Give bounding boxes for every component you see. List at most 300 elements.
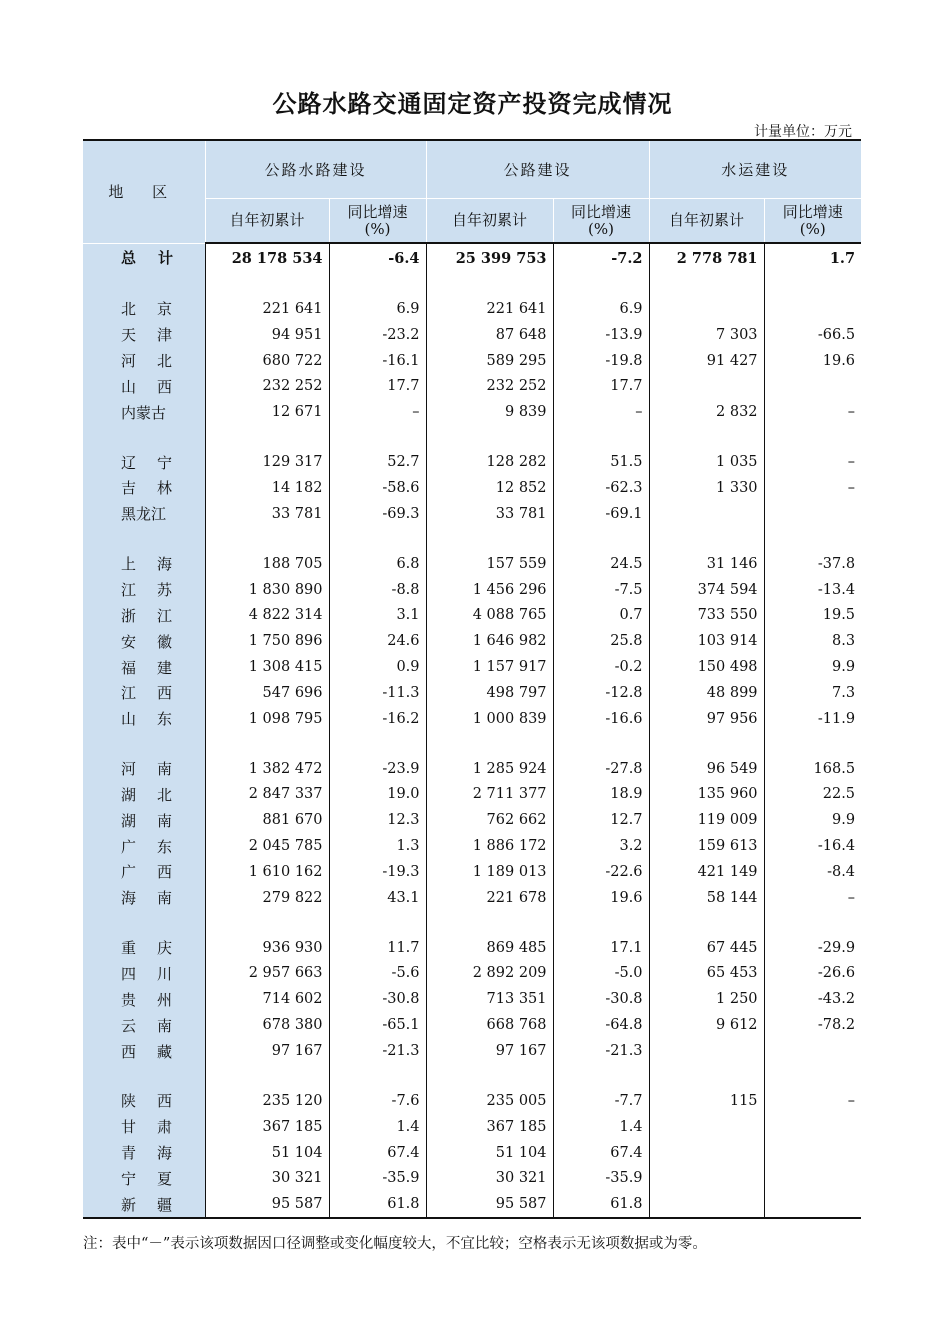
- table-row: [83, 449, 861, 475]
- value-cell: -37.8: [817, 555, 856, 572]
- value-cell: 232 252: [426, 374, 553, 400]
- yoy-header: 同比增速 (%): [329, 199, 426, 244]
- value-cell: [764, 1140, 861, 1166]
- page-title: 公路水路交通固定资产投资完成情况: [272, 90, 673, 118]
- value-cell: [764, 1038, 861, 1064]
- value-cell: 33 781: [426, 501, 553, 527]
- spacer-cell: [329, 272, 426, 296]
- table-row: [83, 833, 861, 859]
- value-cell: 4 822 314: [205, 602, 329, 628]
- value-cell: 367 185: [426, 1114, 553, 1140]
- value-cell: -35.9: [553, 1165, 649, 1191]
- spacer-cell: [764, 425, 861, 449]
- value-cell: -30.8: [553, 986, 649, 1012]
- table-row: [83, 1114, 861, 1140]
- value-cell: -12.8: [553, 680, 649, 706]
- value-cell: 65 453: [649, 961, 764, 987]
- spacer-cell: [205, 527, 329, 551]
- value-cell: 2 778 781: [649, 243, 764, 272]
- value-cell: 157 559: [426, 551, 553, 577]
- value-cell: 6.8: [329, 551, 426, 577]
- value-cell: 12.7: [553, 807, 649, 833]
- value-cell: 61.8: [553, 1191, 649, 1218]
- spacer-cell: [205, 1064, 329, 1088]
- value-cell: 6.9: [553, 296, 649, 322]
- value-cell: 9 612: [649, 1012, 764, 1038]
- spacer-cell: [83, 911, 205, 935]
- value-cell: 159 613: [649, 833, 764, 859]
- value-cell: -64.8: [553, 1012, 649, 1038]
- value-cell: -27.8: [553, 756, 649, 782]
- value-cell: 67.4: [553, 1140, 649, 1166]
- value-cell: 1 000 839: [426, 706, 553, 732]
- value-cell: 87 648: [426, 322, 553, 348]
- value-cell: 1 382 472: [205, 756, 329, 782]
- value-cell: 9.9: [831, 659, 856, 676]
- region-cell: 海南: [83, 885, 205, 911]
- region-cell: 四川: [83, 961, 205, 987]
- spacer-row: [83, 272, 861, 296]
- value-cell: 28 178 534: [205, 243, 329, 272]
- value-cell: 19.6: [553, 885, 649, 911]
- value-cell: -13.9: [553, 322, 649, 348]
- region-cell: 湖北: [83, 782, 205, 808]
- value-cell: -23.9: [329, 756, 426, 782]
- value-cell: -16.6: [553, 706, 649, 732]
- value-cell: 19.5: [822, 607, 856, 624]
- value-cell: 1.7: [829, 249, 856, 267]
- table-row: [83, 577, 861, 603]
- spacer-cell: [553, 272, 649, 296]
- value-cell: -5.0: [553, 961, 649, 987]
- value-cell: 12 671: [205, 399, 329, 425]
- value-cell: [764, 374, 861, 400]
- value-cell: -69.1: [553, 501, 649, 527]
- spacer-cell: [329, 425, 426, 449]
- region-cell: 辽宁: [83, 449, 205, 475]
- spacer-row: [83, 732, 861, 756]
- value-cell: 1 886 172: [426, 833, 553, 859]
- value-cell: 1 035: [649, 449, 764, 475]
- spacer-cell: [83, 272, 205, 296]
- region-cell: 吉林: [83, 475, 205, 501]
- table-row: [83, 1191, 861, 1218]
- value-cell: 869 485: [426, 935, 553, 961]
- table-row: [83, 1088, 861, 1114]
- table-row: [83, 986, 861, 1012]
- value-cell: 24.6: [329, 628, 426, 654]
- value-cell: 11.7: [329, 935, 426, 961]
- yoy-header: 同比增速 (%): [553, 199, 649, 244]
- yoy-header: 同比增速 (%): [764, 199, 861, 244]
- value-cell: 547 696: [205, 680, 329, 706]
- spacer-cell: [649, 272, 764, 296]
- spacer-cell: [553, 527, 649, 551]
- value-cell: 18.9: [553, 782, 649, 808]
- region-cell: 新疆: [83, 1191, 205, 1218]
- spacer-cell: [426, 527, 553, 551]
- value-cell: 421 149: [649, 859, 764, 885]
- region-cell: 广东: [83, 833, 205, 859]
- value-cell: 52.7: [329, 449, 426, 475]
- value-cell: -16.2: [329, 706, 426, 732]
- spacer-cell: [205, 272, 329, 296]
- value-cell: 0.9: [329, 654, 426, 680]
- spacer-cell: [649, 425, 764, 449]
- value-cell: 2 847 337: [205, 782, 329, 808]
- spacer-cell: [205, 911, 329, 935]
- value-cell: 17.1: [553, 935, 649, 961]
- value-cell: 1 285 924: [426, 756, 553, 782]
- spacer-cell: [83, 527, 205, 551]
- spacer-cell: [764, 911, 861, 935]
- value-cell: 25 399 753: [426, 243, 553, 272]
- value-cell: 498 797: [426, 680, 553, 706]
- table-body: [83, 243, 861, 1218]
- value-cell: -0.2: [553, 654, 649, 680]
- region-cell: 西藏: [83, 1038, 205, 1064]
- region-cell: 重庆: [83, 935, 205, 961]
- value-cell: 733 550: [649, 602, 764, 628]
- value-cell: -7.2: [553, 243, 649, 272]
- group-header-highway: 公路建设: [426, 140, 649, 199]
- table-row: [83, 756, 861, 782]
- table-row: [83, 680, 861, 706]
- spacer-cell: [649, 911, 764, 935]
- value-cell: -13.4: [817, 581, 856, 598]
- table-row: [83, 399, 861, 425]
- value-cell: -21.3: [553, 1038, 649, 1064]
- value-cell: 135 960: [649, 782, 764, 808]
- value-cell: -78.2: [817, 1017, 856, 1034]
- region-cell: 贵州: [83, 986, 205, 1012]
- value-cell: [649, 1114, 764, 1140]
- value-cell: 19.6: [822, 352, 856, 369]
- table-row: [83, 1012, 861, 1038]
- value-cell: 2 045 785: [205, 833, 329, 859]
- table-row: [83, 322, 861, 348]
- value-cell: 91 427: [649, 348, 764, 374]
- value-cell: 1 750 896: [205, 628, 329, 654]
- value-cell: [649, 501, 764, 527]
- cum-header: 自年初累计: [426, 199, 553, 244]
- table-row: [83, 706, 861, 732]
- value-cell: -19.8: [553, 348, 649, 374]
- region-cell: 广西: [83, 859, 205, 885]
- value-cell: -19.3: [329, 859, 426, 885]
- spacer-cell: [764, 272, 861, 296]
- value-cell: 7.3: [831, 684, 856, 701]
- value-cell: 95 587: [426, 1191, 553, 1218]
- value-cell: [649, 1165, 764, 1191]
- value-cell: 1 456 296: [426, 577, 553, 603]
- spacer-row: [83, 527, 861, 551]
- value-cell: -11.3: [329, 680, 426, 706]
- value-cell: [764, 1114, 861, 1140]
- value-cell: 1 830 890: [205, 577, 329, 603]
- value-cell: 2 711 377: [426, 782, 553, 808]
- value-cell: -65.1: [329, 1012, 426, 1038]
- value-cell: -69.3: [329, 501, 426, 527]
- value-cell: 374 594: [649, 577, 764, 603]
- region-cell: 山西: [83, 374, 205, 400]
- spacer-cell: [83, 1064, 205, 1088]
- value-cell: 9.9: [831, 812, 856, 829]
- total-row: [83, 243, 861, 272]
- region-cell: 总计: [83, 243, 205, 272]
- value-cell: –: [847, 404, 856, 421]
- value-cell: 24.5: [553, 551, 649, 577]
- region-cell: 黑龙江: [83, 501, 205, 527]
- value-cell: 103 914: [649, 628, 764, 654]
- value-cell: 31 146: [649, 551, 764, 577]
- value-cell: -62.3: [553, 475, 649, 501]
- value-cell: -6.4: [329, 243, 426, 272]
- value-cell: 33 781: [205, 501, 329, 527]
- value-cell: 2 832: [649, 399, 764, 425]
- spacer-row: [83, 425, 861, 449]
- region-cell: 天津: [83, 322, 205, 348]
- region-cell: 北京: [83, 296, 205, 322]
- spacer-cell: [329, 1064, 426, 1088]
- spacer-cell: [764, 1064, 861, 1088]
- region-cell: 青海: [83, 1140, 205, 1166]
- spacer-row: [83, 911, 861, 935]
- value-cell: 367 185: [205, 1114, 329, 1140]
- value-cell: –: [847, 1092, 856, 1109]
- value-cell: -7.6: [329, 1088, 426, 1114]
- value-cell: [649, 1140, 764, 1166]
- spacer-cell: [553, 1064, 649, 1088]
- region-cell: 湖南: [83, 807, 205, 833]
- value-cell: 762 662: [426, 807, 553, 833]
- value-cell: 128 282: [426, 449, 553, 475]
- value-cell: 1 189 013: [426, 859, 553, 885]
- cum-header: 自年初累计: [205, 199, 329, 244]
- table-row: [83, 1038, 861, 1064]
- region-cell: 河南: [83, 756, 205, 782]
- value-cell: 17.7: [329, 374, 426, 400]
- table-row: [83, 348, 861, 374]
- value-cell: 115: [649, 1088, 764, 1114]
- value-cell: 7 303: [649, 322, 764, 348]
- table-row: [83, 602, 861, 628]
- value-cell: 119 009: [649, 807, 764, 833]
- value-cell: 235 120: [205, 1088, 329, 1114]
- spacer-cell: [205, 425, 329, 449]
- value-cell: -5.6: [329, 961, 426, 987]
- table-row: [83, 1140, 861, 1166]
- value-cell: 1 098 795: [205, 706, 329, 732]
- value-cell: 168.5: [813, 760, 856, 777]
- spacer-cell: [329, 527, 426, 551]
- value-cell: 1.4: [553, 1114, 649, 1140]
- value-cell: 1 646 982: [426, 628, 553, 654]
- value-cell: [764, 1165, 861, 1191]
- value-cell: 232 252: [205, 374, 329, 400]
- region-cell: 甘肃: [83, 1114, 205, 1140]
- value-cell: 12 852: [426, 475, 553, 501]
- value-cell: 221 641: [205, 296, 329, 322]
- value-cell: 14 182: [205, 475, 329, 501]
- value-cell: 30 321: [426, 1165, 553, 1191]
- value-cell: –: [847, 479, 856, 496]
- spacer-cell: [649, 527, 764, 551]
- value-cell: 4 088 765: [426, 602, 553, 628]
- value-cell: 881 670: [205, 807, 329, 833]
- value-cell: 1.4: [329, 1114, 426, 1140]
- spacer-cell: [426, 425, 553, 449]
- spacer-cell: [329, 911, 426, 935]
- spacer-cell: [426, 911, 553, 935]
- value-cell: 0.7: [553, 602, 649, 628]
- value-cell: -8.8: [329, 577, 426, 603]
- value-cell: [764, 296, 861, 322]
- value-cell: -43.2: [817, 991, 856, 1008]
- region-cell: 山东: [83, 706, 205, 732]
- value-cell: [764, 1191, 861, 1218]
- value-cell: 6.9: [329, 296, 426, 322]
- value-cell: 1.3: [329, 833, 426, 859]
- region-cell: 云南: [83, 1012, 205, 1038]
- region-cell: 宁夏: [83, 1165, 205, 1191]
- group-header-highway-waterway: 公路水路建设: [205, 140, 426, 199]
- value-cell: 936 930: [205, 935, 329, 961]
- value-cell: 51.5: [553, 449, 649, 475]
- table-row: [83, 782, 861, 808]
- value-cell: 51 104: [205, 1140, 329, 1166]
- value-cell: -11.9: [817, 710, 856, 727]
- value-cell: 2 892 209: [426, 961, 553, 987]
- table-row: [83, 628, 861, 654]
- value-cell: 67.4: [329, 1140, 426, 1166]
- value-cell: 9 839: [426, 399, 553, 425]
- value-cell: -23.2: [329, 322, 426, 348]
- spacer-cell: [649, 1064, 764, 1088]
- value-cell: 8.3: [831, 633, 856, 650]
- value-cell: –: [847, 454, 856, 471]
- value-cell: -8.4: [827, 863, 856, 880]
- value-cell: 221 678: [426, 885, 553, 911]
- value-cell: [764, 501, 861, 527]
- unit-label: 计量单位：万元: [754, 124, 852, 140]
- spacer-cell: [205, 732, 329, 756]
- spacer-cell: [83, 732, 205, 756]
- value-cell: -7.5: [553, 577, 649, 603]
- table-row: [83, 296, 861, 322]
- region-cell: 内蒙古: [83, 399, 205, 425]
- spacer-cell: [553, 732, 649, 756]
- region-cell: 浙江: [83, 602, 205, 628]
- spacer-cell: [83, 425, 205, 449]
- value-cell: 43.1: [329, 885, 426, 911]
- table-row: [83, 475, 861, 501]
- spacer-row: [83, 1064, 861, 1088]
- spacer-cell: [426, 272, 553, 296]
- region-cell: 安徽: [83, 628, 205, 654]
- value-cell: 48 899: [649, 680, 764, 706]
- table-row: [83, 374, 861, 400]
- spacer-cell: [649, 732, 764, 756]
- value-cell: -7.7: [553, 1088, 649, 1114]
- cum-header: 自年初累计: [649, 199, 764, 244]
- value-cell: 188 705: [205, 551, 329, 577]
- region-cell: 福建: [83, 654, 205, 680]
- value-cell: 680 722: [205, 348, 329, 374]
- value-cell: [649, 374, 764, 400]
- value-cell: 713 351: [426, 986, 553, 1012]
- value-cell: 95 587: [205, 1191, 329, 1218]
- value-cell: 67 445: [649, 935, 764, 961]
- value-cell: 1 157 917: [426, 654, 553, 680]
- value-cell: 51 104: [426, 1140, 553, 1166]
- value-cell: 678 380: [205, 1012, 329, 1038]
- value-cell: 97 167: [426, 1038, 553, 1064]
- value-cell: 3.2: [553, 833, 649, 859]
- table-row: [83, 885, 861, 911]
- value-cell: 3.1: [329, 602, 426, 628]
- group-header-waterway: 水运建设: [649, 140, 861, 199]
- value-cell: -22.6: [553, 859, 649, 885]
- value-cell: 22.5: [822, 786, 856, 803]
- region-cell: 江西: [83, 680, 205, 706]
- spacer-cell: [426, 1064, 553, 1088]
- value-cell: 17.7: [553, 374, 649, 400]
- value-cell: 30 321: [205, 1165, 329, 1191]
- region-cell: 陕西: [83, 1088, 205, 1114]
- region-header: 地 区: [83, 140, 205, 243]
- value-cell: 97 167: [205, 1038, 329, 1064]
- table-row: [83, 935, 861, 961]
- spacer-cell: [553, 425, 649, 449]
- value-cell: -35.9: [329, 1165, 426, 1191]
- value-cell: –: [329, 399, 426, 425]
- spacer-cell: [764, 527, 861, 551]
- table-row: [83, 654, 861, 680]
- value-cell: [649, 1191, 764, 1218]
- value-cell: [649, 296, 764, 322]
- spacer-cell: [329, 732, 426, 756]
- region-cell: 河北: [83, 348, 205, 374]
- value-cell: 94 951: [205, 322, 329, 348]
- value-cell: -58.6: [329, 475, 426, 501]
- value-cell: 97 956: [649, 706, 764, 732]
- footnote: 注：表中“－”表示该项数据因口径调整或变化幅度较大，不宜比较；空格表示无该项数据或为零。: [83, 1236, 707, 1252]
- value-cell: -26.6: [817, 965, 856, 982]
- investment-table: [83, 139, 861, 1219]
- value-cell: 235 005: [426, 1088, 553, 1114]
- spacer-cell: [426, 732, 553, 756]
- value-cell: 96 549: [649, 756, 764, 782]
- value-cell: 279 822: [205, 885, 329, 911]
- value-cell: 1 330: [649, 475, 764, 501]
- value-cell: 714 602: [205, 986, 329, 1012]
- table-row: [83, 859, 861, 885]
- value-cell: 221 641: [426, 296, 553, 322]
- value-cell: -29.9: [817, 939, 856, 956]
- table-row: [83, 501, 861, 527]
- value-cell: 1 250: [649, 986, 764, 1012]
- value-cell: [649, 1038, 764, 1064]
- spacer-cell: [764, 732, 861, 756]
- table-row: [83, 1165, 861, 1191]
- value-cell: 58 144: [649, 885, 764, 911]
- value-cell: –: [847, 889, 856, 906]
- value-cell: 25.8: [553, 628, 649, 654]
- value-cell: -30.8: [329, 986, 426, 1012]
- value-cell: 129 317: [205, 449, 329, 475]
- value-cell: 2 957 663: [205, 961, 329, 987]
